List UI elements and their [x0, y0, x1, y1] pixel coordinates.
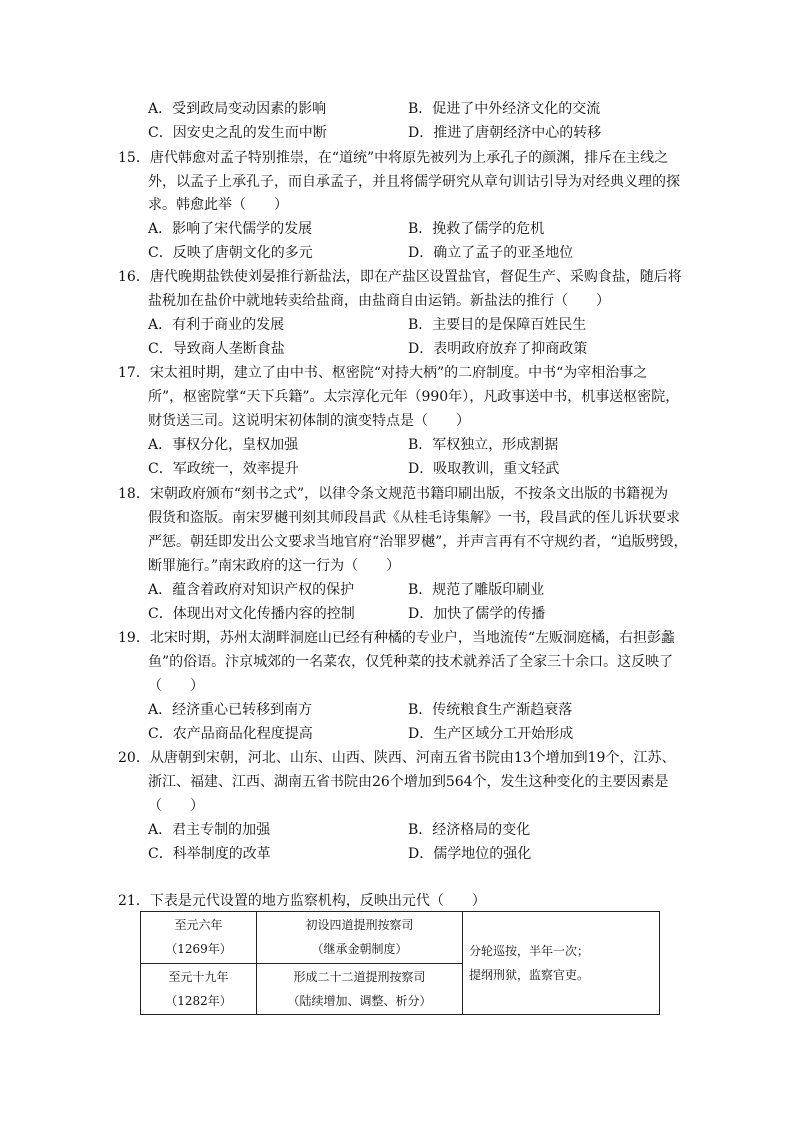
q15-stem-line-1: 15．唐代韩愈对孟子特别推崇，在“道统”中将原先被列为上承孔子的颜渊，排斥在主线之: [118, 150, 669, 166]
cell-text: 初设四道提刑按察司: [305, 918, 414, 933]
q18-stem-line-1: 18．宋朝政府颁布“刻书之式”，以律令条文规范书籍印刷出版，不按条文出版的书籍视为: [118, 486, 669, 502]
q14-option-c: C．因安史之乱的发生而中断: [148, 125, 327, 141]
q15-option-b: B．挽救了儒学的危机: [408, 221, 545, 237]
q19-stem-line-3: （ ）: [148, 678, 204, 694]
q15-stem-line-2: 外，以孟子上承孔子，而自承孟子，并且将儒学研究从章句训诂引导为对经典义理的探: [148, 174, 680, 190]
q16-stem-line-2: 盐税加在盐价中就地转卖给盐商，由盐商自由运销。新盐法的推行（ ）: [148, 293, 610, 309]
q21-stem: 21．下表是元代设置的地方监察机构，反映出元代（ ）: [118, 893, 486, 909]
q17-option-b: B．军权独立，形成割据: [408, 437, 559, 453]
q17-stem-line-3: 财货送三司。这说明宋初体制的演变特点是（ ）: [148, 413, 470, 429]
q15-option-d: D．确立了孟子的亚圣地位: [408, 245, 574, 261]
q14-option-a: A．受到政局变动因素的影响: [148, 101, 327, 117]
q20-option-b: B．经济格局的变化: [408, 822, 531, 838]
q15-stem-line-3: 求。韩愈此举（ ）: [148, 197, 288, 213]
table-row: [141, 912, 660, 964]
q16-option-d: D．表明政府放弃了抑商政策: [408, 341, 588, 357]
q18-option-a: A．蕴含着政府对知识产权的保护: [148, 582, 355, 598]
q19-option-d: D．生产区域分工开始形成: [408, 726, 574, 742]
q18-option-d: D．加快了儒学的传播: [408, 606, 546, 622]
q18-stem-line-2: 假货和盗版。南宋罗樾刊刻其师段昌武《从桂毛诗集解》一书，段昌武的侄儿诉状要求: [148, 510, 680, 526]
cell-text: 至元六年: [174, 918, 223, 933]
q20-option-c: C．科举制度的改革: [148, 846, 271, 862]
q20-option-a: A．君主专制的加强: [148, 822, 271, 838]
q18-option-b: B．规范了雕版印刷业: [408, 582, 545, 598]
q20-stem-line-2: 浙江、福建、江西、湖南五省书院由26个增加到564个，发生这种变化的主要因素是: [148, 774, 669, 790]
q15-option-a: A．影响了宋代儒学的发展: [148, 221, 313, 237]
q20-stem-line-1: 20．从唐朝到宋朝，河北、山东、山西、陕西、河南五省书院由13个增加到19个，江苏、: [118, 750, 676, 766]
q19-stem-line-1: 19．北宋时期，苏州太湖畔洞庭山已经有种橘的专业户，当地流传“左贩洞庭橘，右担彭蠡: [118, 630, 675, 646]
q17-option-c: C．军政统一，效率提升: [148, 461, 299, 477]
q15-option-c: C．反映了唐朝文化的多元: [148, 245, 313, 261]
cell-text: 至元十九年: [168, 969, 229, 984]
q20-option-d: D．儒学地位的强化: [408, 846, 532, 862]
cell-text: 分轮巡按，半年一次；: [469, 944, 590, 958]
cell-text: （继承金朝制度）: [311, 942, 408, 957]
q18-stem-line-4: 断罪施行。”南宋政府的这一行为（ ）: [148, 558, 401, 574]
cell-text: （1269年）: [165, 942, 232, 957]
q16-option-c: C．导致商人垄断食盐: [148, 341, 285, 357]
q18-stem-line-3: 严惩。朝廷即发出公文要求当地官府“治罪罗樾”，并声言再有不守规约者，“追版劈毁，: [148, 534, 688, 550]
q14-option-b: B．促进了中外经济文化的交流: [408, 101, 601, 117]
table-cell-year-1: [141, 912, 257, 964]
q18-option-c: C．体现出对文化传播内容的控制: [148, 606, 355, 622]
table-cell-duties: [463, 912, 660, 1015]
cell-text: （陆续增加、调整、析分）: [287, 993, 432, 1008]
cell-text: 形成二十二道提刑按察司: [293, 969, 426, 984]
q17-option-a: A．事权分化，皇权加强: [148, 437, 299, 453]
q16-option-b: B．主要目的是保障百姓民生: [408, 317, 587, 333]
q20-stem-line-3: （ ）: [148, 798, 204, 814]
cell-text: 提纲刑狱，监察官吏。: [469, 968, 590, 982]
q21-table: [140, 911, 660, 1015]
q16-stem-line-1: 16．唐代晚期盐铁使刘晏推行新盐法，即在产盐区设置盐官，督促生产、采购食盐，随后将: [118, 269, 682, 285]
table-cell-event-1: [257, 912, 463, 964]
q19-option-c: C．农产品商品化程度提高: [148, 726, 313, 742]
q16-option-a: A．有利于商业的发展: [148, 317, 285, 333]
q19-option-b: B．传统粮食生产渐趋衰落: [408, 702, 573, 718]
q19-option-a: A．经济重心已转移到南方: [148, 702, 313, 718]
q17-stem-line-2: 所”，枢密院掌“天下兵籍”。太宗淳化元年（990年），凡政事送中书，机事送枢密院，: [148, 389, 680, 405]
q19-stem-line-2: 鱼”的俗语。汴京城郊的一名菜农，仅凭种菜的技术就养活了全家三十余口。这反映了: [148, 654, 674, 670]
table-cell-event-2: [257, 963, 463, 1015]
cell-text: （1282年）: [165, 993, 232, 1008]
q17-option-d: D．吸取教训，重文轻武: [408, 461, 560, 477]
q14-option-d: D．推进了唐朝经济中心的转移: [408, 125, 602, 141]
table-cell-year-2: [141, 963, 257, 1015]
q17-stem-line-1: 17．宋太祖时期，建立了由中书、枢密院“对持大柄”的二府制度。中书“为宰相治事之: [118, 365, 648, 381]
